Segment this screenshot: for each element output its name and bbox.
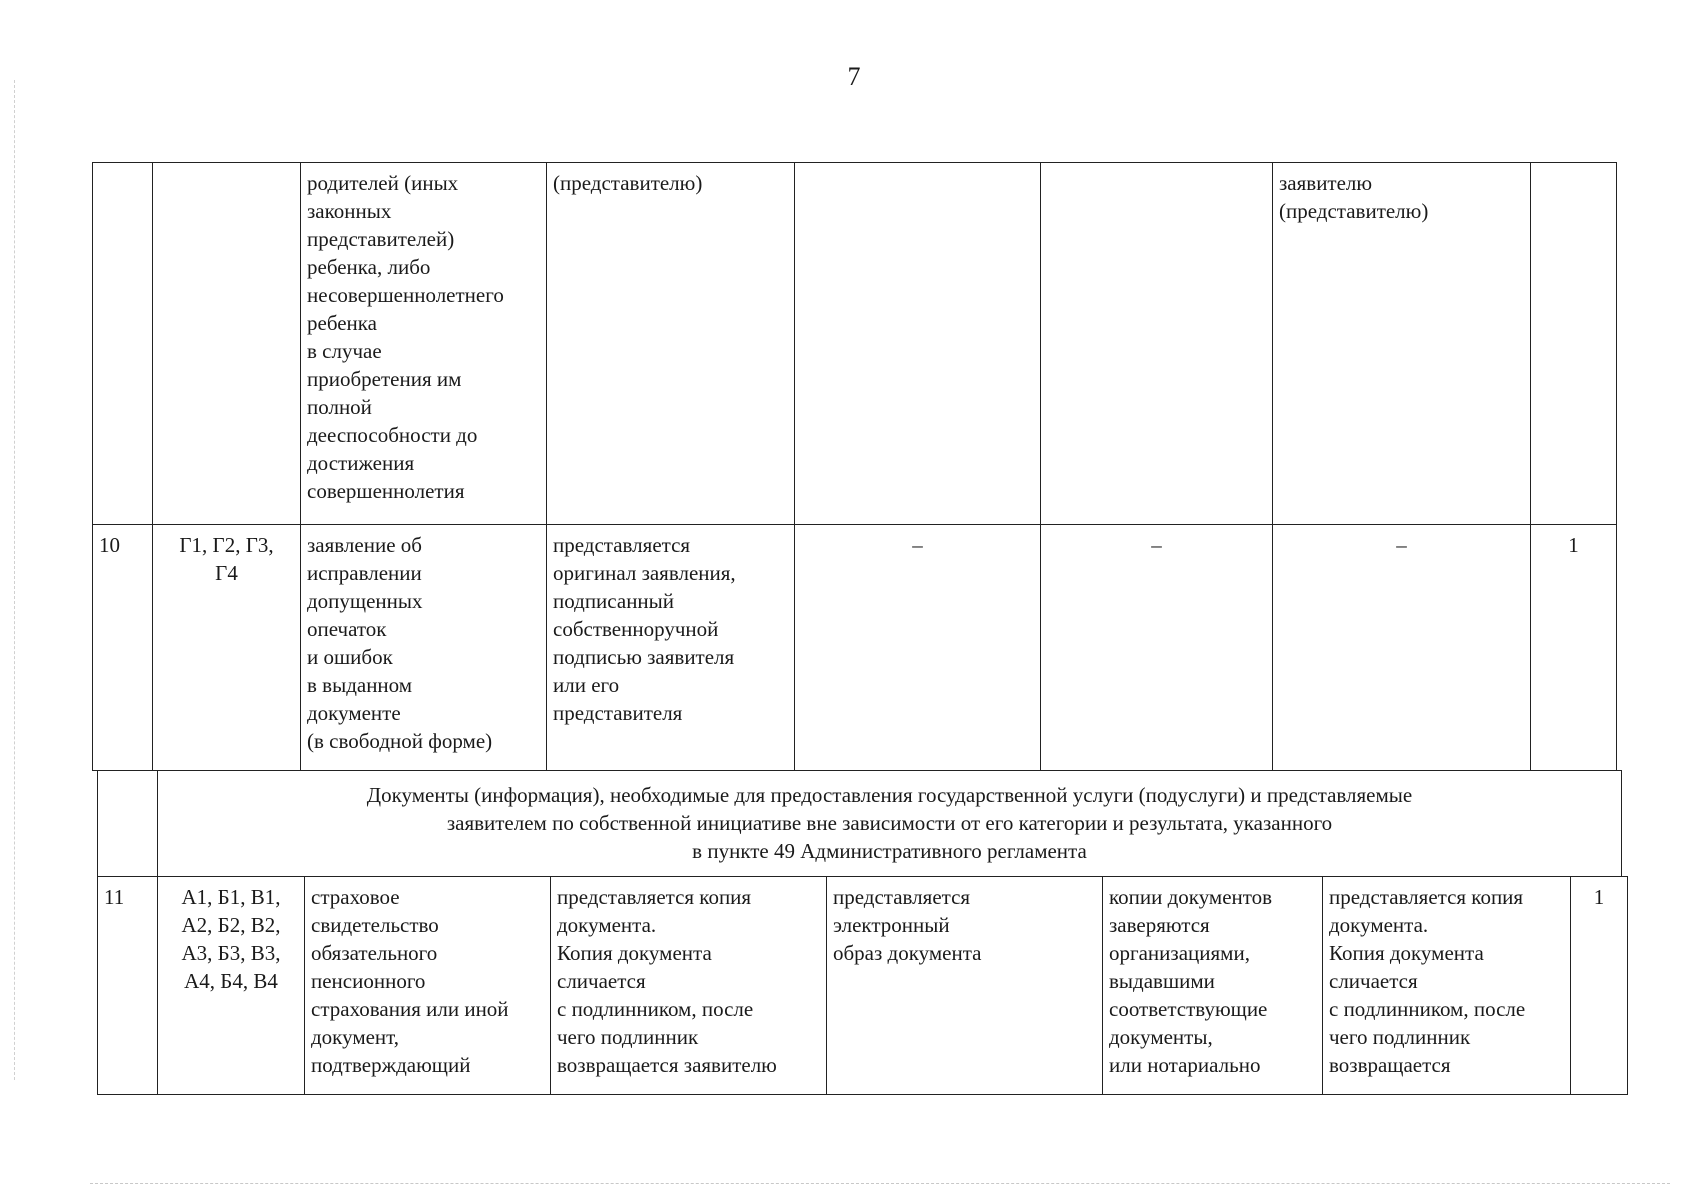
cell-codes: Г1, Г2, Г3, Г4 bbox=[153, 525, 301, 771]
cell-document: родителей (иных законных представителей) ребенка, либо несовершеннолетнего ребенка в случае приобретения им полной дееспособности до достижения совершеннолетия bbox=[301, 163, 547, 525]
cell-certification: – bbox=[1041, 525, 1273, 771]
cell-count bbox=[1531, 163, 1617, 525]
cell-by-mail: – bbox=[1273, 525, 1531, 771]
cell-certification: копии документов заверяются организациями, выдавшими соответствующие документы, или нотариально bbox=[1103, 877, 1323, 1095]
cell-electronic bbox=[795, 163, 1041, 525]
section-heading-row bbox=[98, 771, 1622, 877]
cell-in-person: представляется оригинал заявления, подписанный собственноручной подписью заявителя или его представителя bbox=[547, 525, 795, 771]
cell-num: 10 bbox=[93, 525, 153, 771]
table-row-continuation bbox=[93, 163, 1617, 525]
cell-num bbox=[98, 771, 158, 877]
cell-count: 1 bbox=[1531, 525, 1617, 771]
documents-table bbox=[92, 162, 1617, 771]
section-heading-table bbox=[97, 770, 1622, 877]
cell-codes bbox=[153, 163, 301, 525]
cell-document: заявление об исправлении допущенных опечаток и ошибок в выданном документе (в свободной форме) bbox=[301, 525, 547, 771]
section-heading: Документы (информация), необходимые для предоставления государственной услуги (подуслуги) и представляемые заявителем по собственной инициативе вне зависимости от его категории и результата, указанного в пункте 49 Административного регламента bbox=[158, 771, 1622, 877]
cell-electronic: – bbox=[795, 525, 1041, 771]
documents-table-continued bbox=[97, 876, 1628, 1095]
table-row-10 bbox=[93, 525, 1617, 771]
page-number: 7 bbox=[847, 62, 861, 91]
table-row-11 bbox=[98, 877, 1628, 1095]
cell-by-mail: представляется копия документа. Копия документа сличается с подлинником, после чего подлинник возвращается bbox=[1323, 877, 1571, 1095]
cell-by-mail: заявителю (представителю) bbox=[1273, 163, 1531, 525]
cell-certification bbox=[1041, 163, 1273, 525]
scan-artifact-line bbox=[90, 1183, 1670, 1184]
cell-in-person: представляется копия документа. Копия документа сличается с подлинником, после чего подлинник возвращается заявителю bbox=[551, 877, 827, 1095]
cell-in-person: (представителю) bbox=[547, 163, 795, 525]
cell-num bbox=[93, 163, 153, 525]
cell-electronic: представляется электронный образ документа bbox=[827, 877, 1103, 1095]
cell-document: страховое свидетельство обязательного пенсионного страхования или иной документ, подтверждающий bbox=[305, 877, 551, 1095]
cell-num: 11 bbox=[98, 877, 158, 1095]
cell-codes: А1, Б1, В1, А2, Б2, В2, А3, Б3, В3, А4, Б4, В4 bbox=[158, 877, 305, 1095]
cell-count: 1 bbox=[1571, 877, 1628, 1095]
scan-artifact-edge bbox=[14, 80, 15, 1080]
